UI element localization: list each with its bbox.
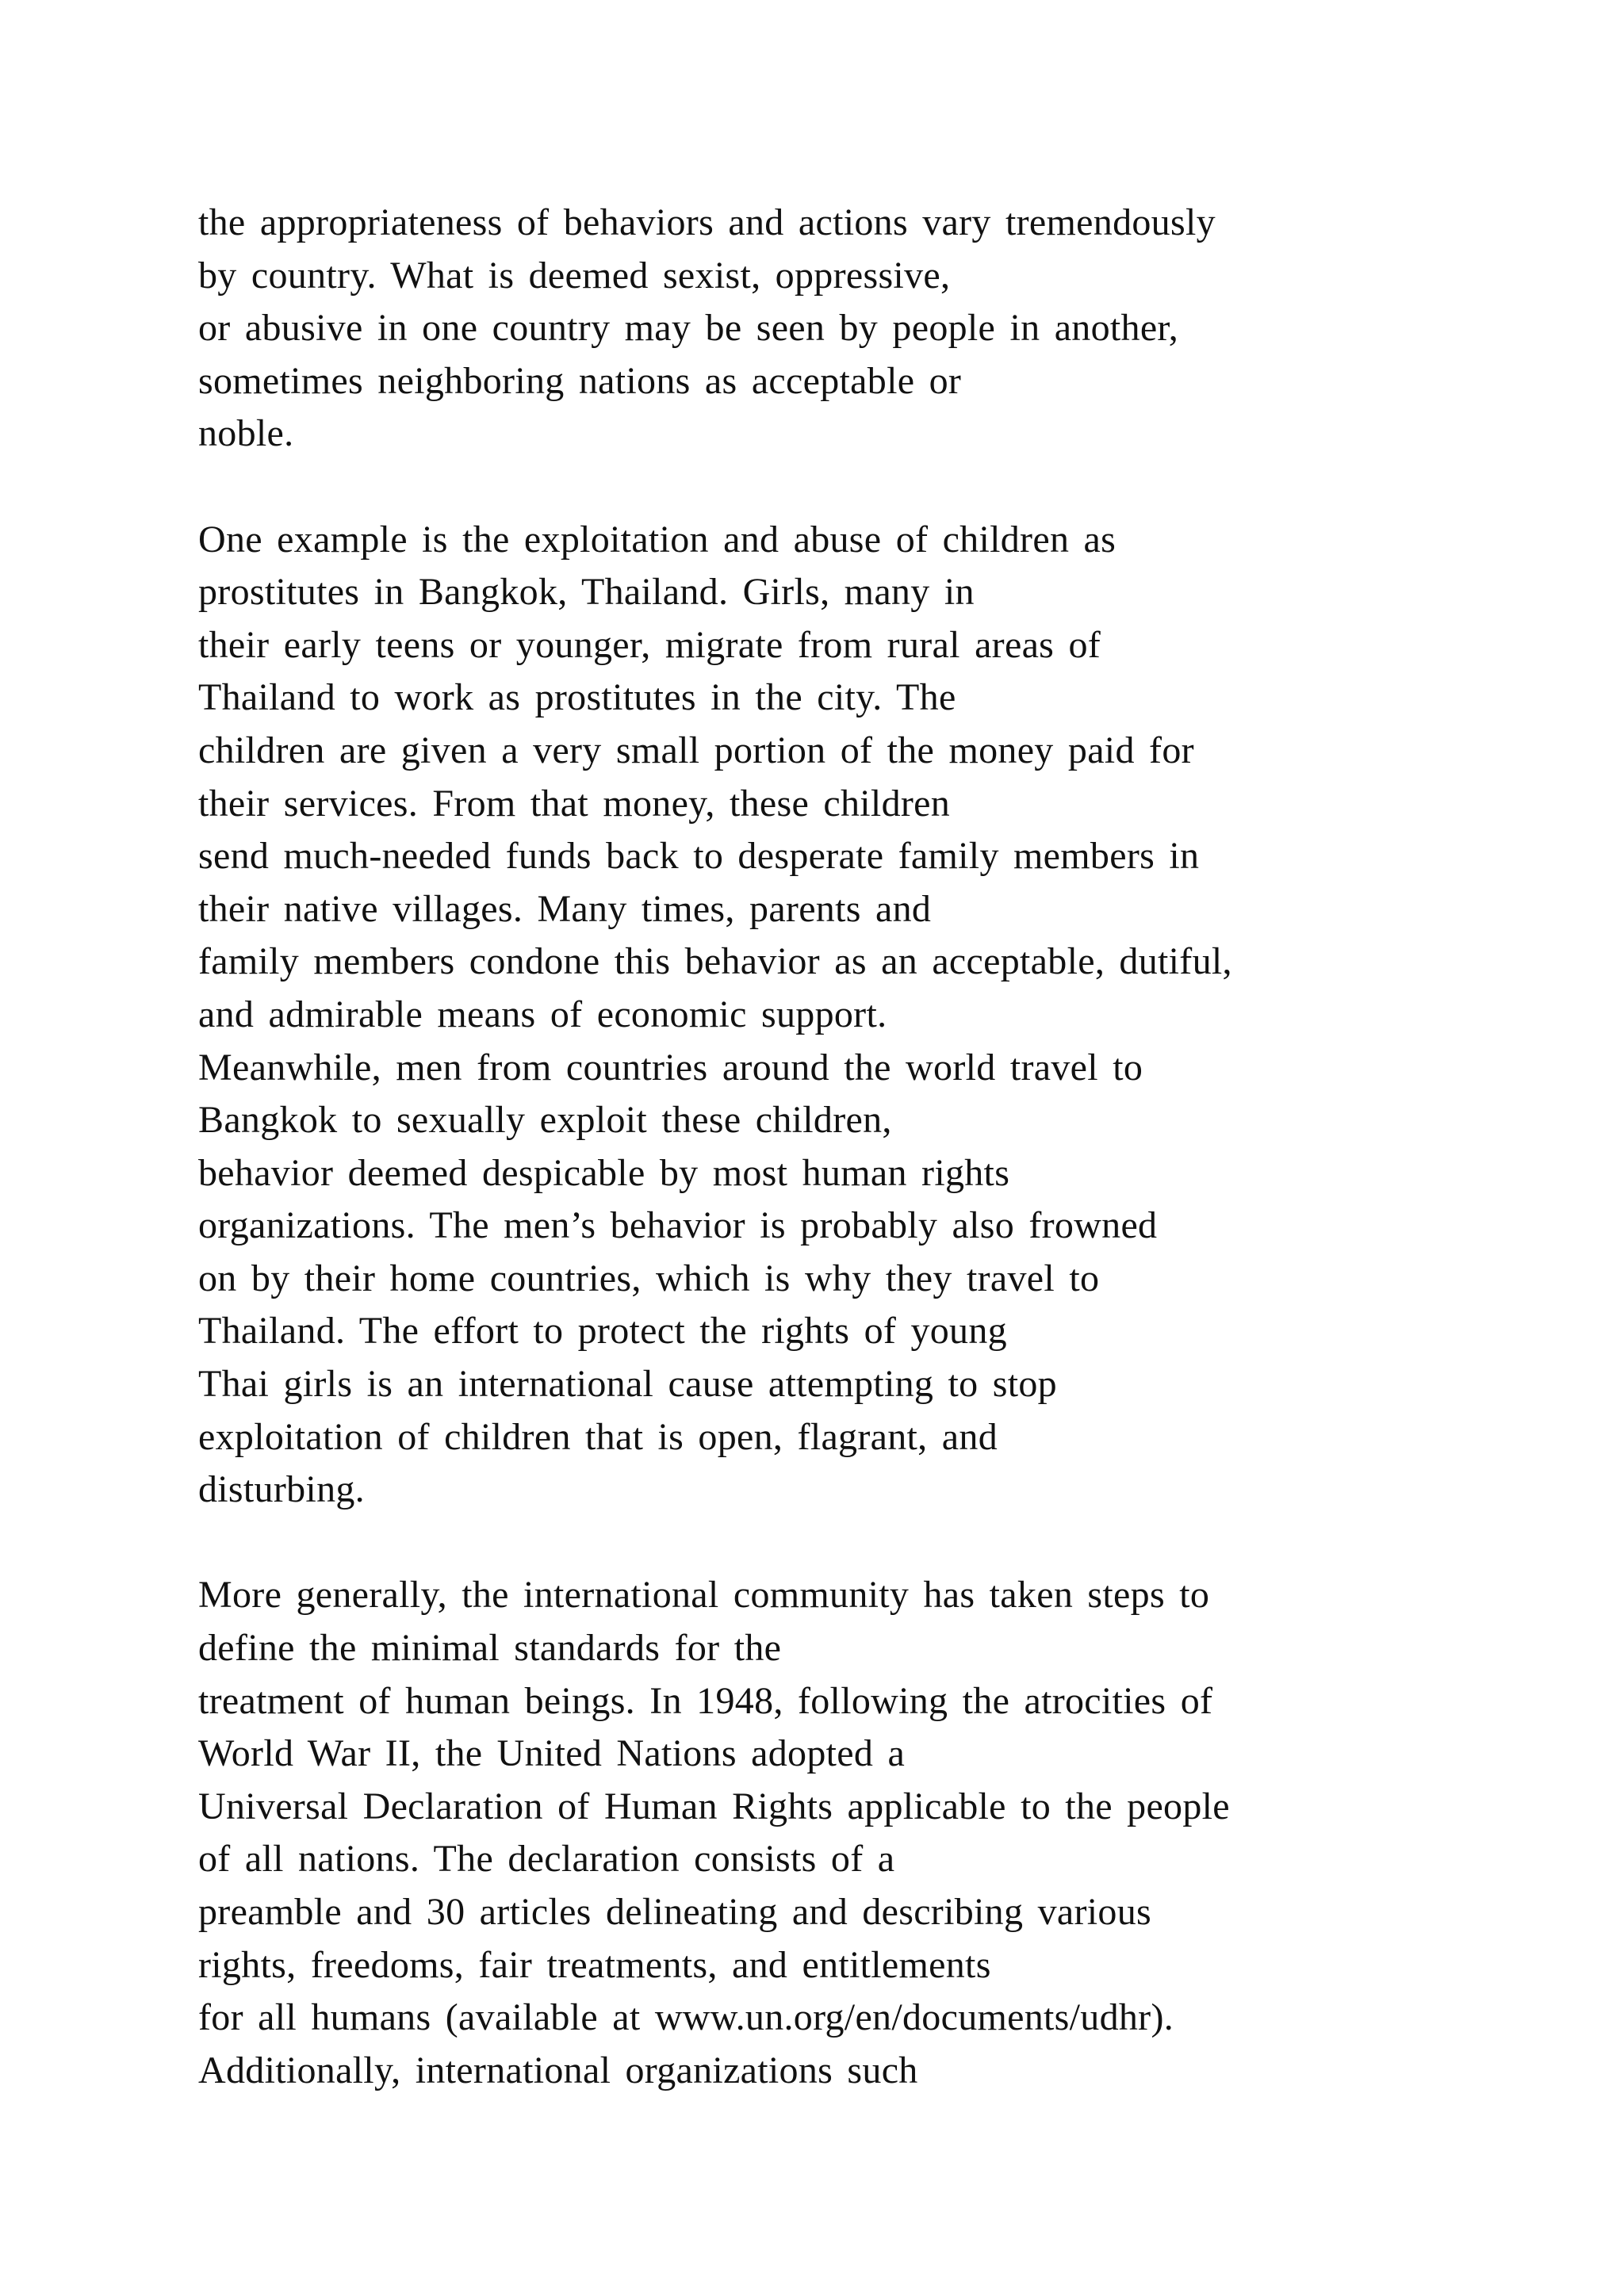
text-line: sometimes neighboring nations as acceptable or <box>198 359 962 402</box>
text-line: the appropriateness of behaviors and actions vary tremendously <box>198 201 1216 243</box>
text-line: Universal Declaration of Human Rights applicable to the people <box>198 1785 1230 1827</box>
text-line: organizations. The men’s behavior is probably also frowned <box>198 1204 1158 1247</box>
text-line: One example is the exploitation and abuse of children as <box>198 518 1116 561</box>
text-line: Thai girls is an international cause attempting to stop <box>198 1363 1057 1406</box>
text-line: prostitutes in Bangkok, Thailand. Girls, many in <box>198 571 975 614</box>
text-line: rights, freedoms, fair treatments, and entitlements <box>198 1943 991 1986</box>
text-line: treatment of human beings. In 1948, following the atrocities of <box>198 1679 1213 1722</box>
text-line: their early teens or younger, migrate from rural areas of <box>198 623 1101 666</box>
text-line: More generally, the international community has taken steps to <box>198 1574 1210 1617</box>
paragraph <box>198 1569 1467 2097</box>
text-line: Thailand. The effort to protect the rights of young <box>198 1310 1007 1353</box>
text-line: disturbing. <box>198 1468 365 1511</box>
paragraph-gap <box>198 1517 1467 1570</box>
text-line: Meanwhile, men from countries around the world travel to <box>198 1046 1143 1089</box>
document-body <box>198 197 1467 2097</box>
text-line: Additionally, international organizations such <box>198 2049 918 2091</box>
paragraph <box>198 197 1467 461</box>
text-line: their services. From that money, these children <box>198 782 951 825</box>
text-line: and admirable means of economic support. <box>198 993 887 1035</box>
text-line: send much-needed funds back to desperate family members in <box>198 835 1200 878</box>
text-line: exploitation of children that is open, flagrant, and <box>198 1415 998 1458</box>
text-line: their native villages. Many times, parents and <box>198 887 932 930</box>
paragraph <box>198 514 1467 1517</box>
text-line: for all humans (available at www.un.org/en/documents/udhr). <box>198 1996 1174 2039</box>
text-line: on by their home countries, which is why they travel to <box>198 1257 1100 1299</box>
text-line: of all nations. The declaration consists of a <box>198 1838 895 1881</box>
text-line: by country. What is deemed sexist, oppressive, <box>198 254 951 297</box>
text-line: or abusive in one country may be seen by people in another, <box>198 307 1179 350</box>
text-line: behavior deemed despicable by most human rights <box>198 1151 1010 1194</box>
paragraph-gap <box>198 461 1467 514</box>
text-line: Thailand to work as prostitutes in the city. The <box>198 676 956 719</box>
text-line: World War II, the United Nations adopted a <box>198 1732 906 1775</box>
text-line: children are given a very small portion of the money paid for <box>198 729 1194 771</box>
text-line: noble. <box>198 412 294 455</box>
text-line: define the minimal standards for the <box>198 1627 782 1670</box>
text-line: Bangkok to sexually exploit these children, <box>198 1099 892 1142</box>
text-line: preamble and 30 articles delineating and describing various <box>198 1891 1151 1933</box>
text-line: family members condone this behavior as an acceptable, dutiful, <box>198 940 1232 983</box>
